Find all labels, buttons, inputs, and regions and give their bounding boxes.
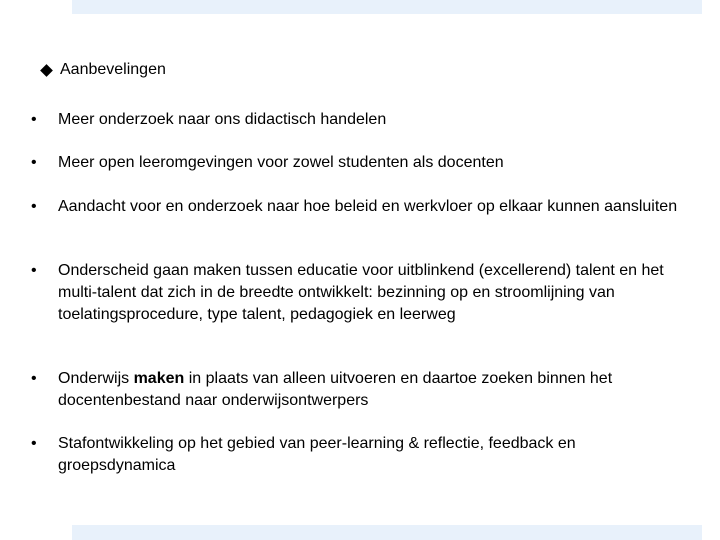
- bullet-text: Stafontwikkeling op het gebied van peer-learning & reflectie, feedback en groepsdynamica: [58, 435, 576, 474]
- bullet-text: Meer open leeromgevingen voor zowel studenten als docenten: [58, 154, 504, 171]
- bullet-item: [28, 433, 678, 477]
- bullet-dot: •: [31, 198, 37, 215]
- bullet-dot: •: [31, 370, 37, 387]
- bullet-dot: •: [31, 111, 37, 128]
- bullet-text-after: in plaats van alleen uitvoeren en daartoe zoeken binnen het docentenbestand naar onderwijsontwerpers: [58, 370, 613, 409]
- bottom-accent-band: [72, 525, 702, 540]
- bullet-dot: •: [31, 262, 37, 279]
- bullet-item: [28, 368, 678, 412]
- bullet-text: Meer onderzoek naar ons didactisch handelen: [58, 111, 387, 128]
- bullet-item: [28, 196, 678, 218]
- top-accent-band: [72, 0, 702, 14]
- bullet-dot: •: [31, 154, 37, 171]
- bullet-text-before: Onderwijs: [58, 370, 134, 387]
- bullet-item: [28, 109, 678, 131]
- diamond-icon: [40, 64, 53, 77]
- bullet-text-bold: maken: [133, 370, 185, 387]
- bullet-dot: •: [31, 435, 37, 452]
- bullet-text: Onderscheid gaan maken tussen educatie voor uitblinkend (excellerend) talent en het multi-talent dat zich in de breedte ontwikkelt: bezinning op en stroomlijning van toelatingsprocedure, type talent, pedagogiek en leerweg: [58, 262, 664, 323]
- bullet-text: [58, 368, 678, 412]
- bullet-text: Aandacht voor en onderzoek naar hoe beleid en werkvloer op elkaar kunnen aansluiten: [58, 198, 678, 215]
- bullet-item: [28, 152, 678, 174]
- slide-title-text: Aanbevelingen: [60, 61, 166, 78]
- slide-title: [40, 60, 166, 80]
- bullet-item: [28, 260, 678, 326]
